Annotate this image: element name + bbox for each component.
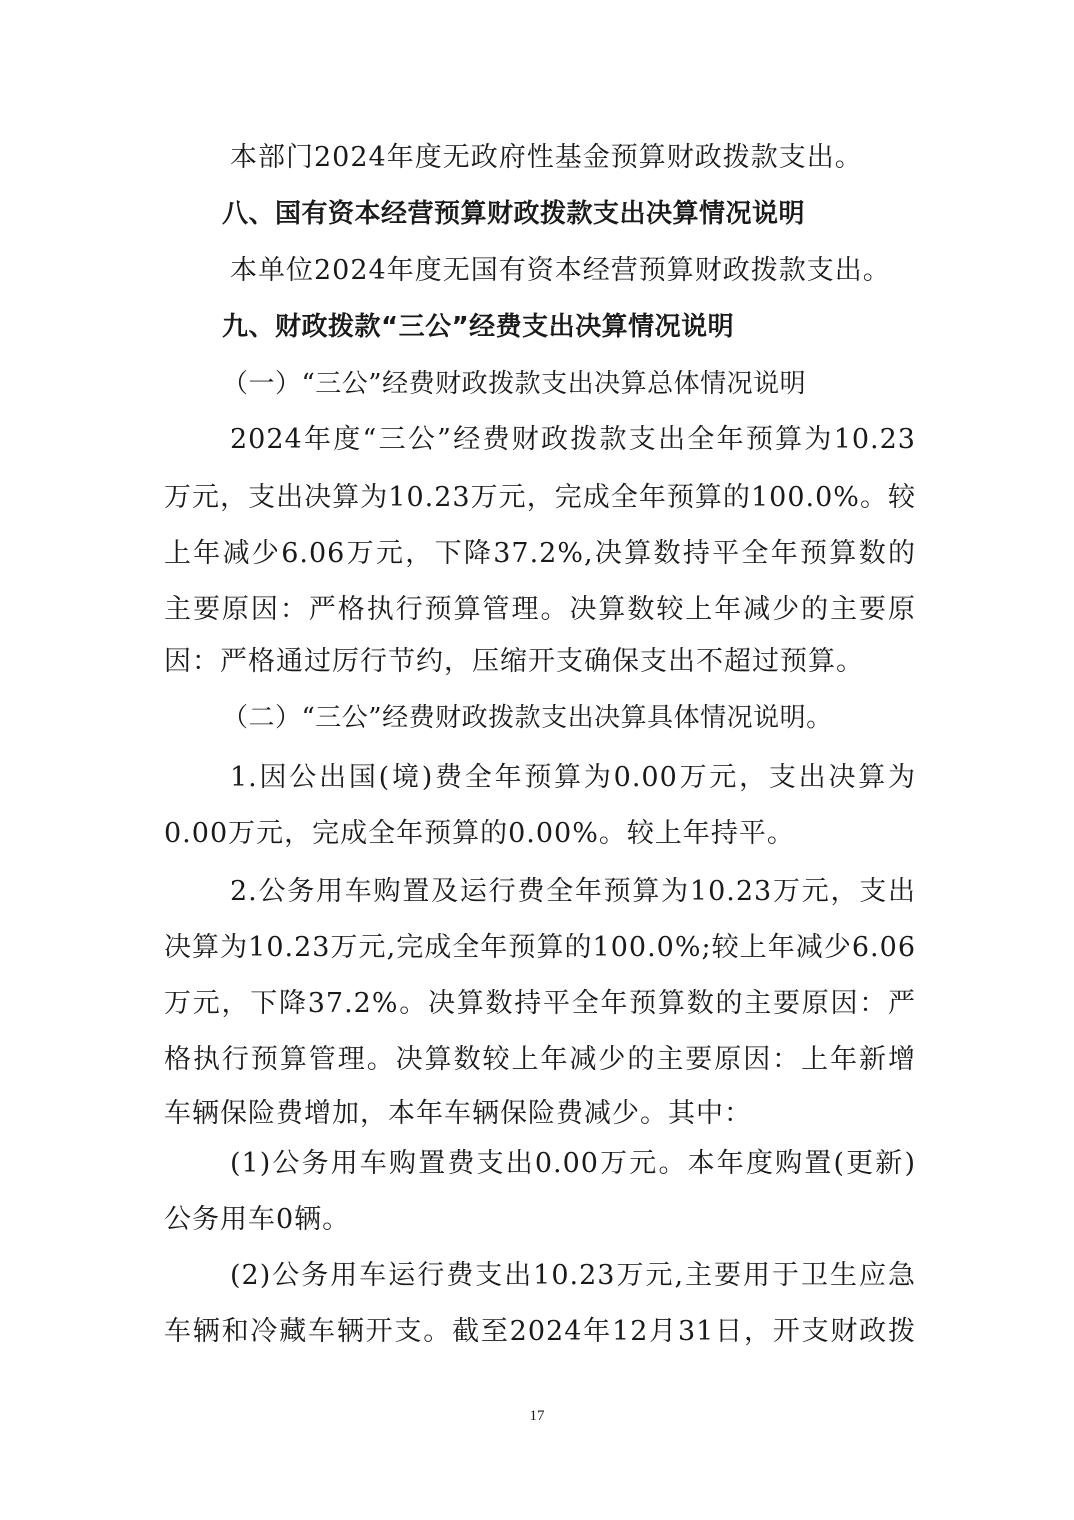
body-text-line: 本部门2024年度无政府性基金预算财政拨款支出。 <box>230 142 863 173</box>
body-text-line: 2.公务用车购置及运行费全年预算为10.23万元，支出 <box>230 876 916 907</box>
subsection-heading: （二）“三公”经费财政拨款支出决算具体情况说明。 <box>222 703 833 733</box>
body-text-line: 车辆和冷藏车辆开支。截至2024年12月31日，开支财政拨 <box>164 1316 916 1347</box>
page-number: 17 <box>529 1408 545 1424</box>
body-text-line: 2024年度“三公”经费财政拨款支出全年预算为10.23 <box>230 424 916 455</box>
body-text-line: 公务用车0辆。 <box>164 1204 351 1235</box>
section-heading: 九、财政拨款“三公”经费支出决算情况说明 <box>222 312 735 342</box>
body-text-line: (1)公务用车购置费支出0.00万元。本年度购置(更新) <box>230 1148 916 1179</box>
body-text-line: 本单位2024年度无国有资本经营预算财政拨款支出。 <box>230 255 891 286</box>
subsection-heading: （一）“三公”经费财政拨款支出决算总体情况说明 <box>222 369 807 399</box>
body-text-line: 万元，支出决算为10.23万元，完成全年预算的100.0%。较 <box>164 482 916 513</box>
body-text-line: 格执行预算管理。决算数较上年减少的主要原因：上年新增 <box>164 1044 916 1075</box>
body-text-line: (2)公务用车运行费支出10.23万元,主要用于卫生应急 <box>230 1260 916 1291</box>
body-text-line: 主要原因：严格执行预算管理。决算数较上年减少的主要原 <box>164 594 916 625</box>
body-text-line: 万元，下降37.2%。决算数持平全年预算数的主要原因：严 <box>164 988 916 1019</box>
body-text-line: 车辆保险费增加，本年车辆保险费减少。其中： <box>164 1098 752 1129</box>
body-text-line: 0.00万元，完成全年预算的0.00%。较上年持平。 <box>164 818 795 849</box>
body-text-line: 决算为10.23万元,完成全年预算的100.0%;较上年减少6.06 <box>164 932 916 963</box>
body-text-line: 因：严格通过厉行节约，压缩开支确保支出不超过预算。 <box>164 646 864 677</box>
body-text-line: 1.因公出国(境)费全年预算为0.00万元，支出决算为 <box>230 762 916 793</box>
section-heading: 八、国有资本经营预算财政拨款支出决算情况说明 <box>222 199 806 229</box>
body-text-line: 上年减少6.06万元，下降37.2%,决算数持平全年预算数的 <box>164 538 916 569</box>
